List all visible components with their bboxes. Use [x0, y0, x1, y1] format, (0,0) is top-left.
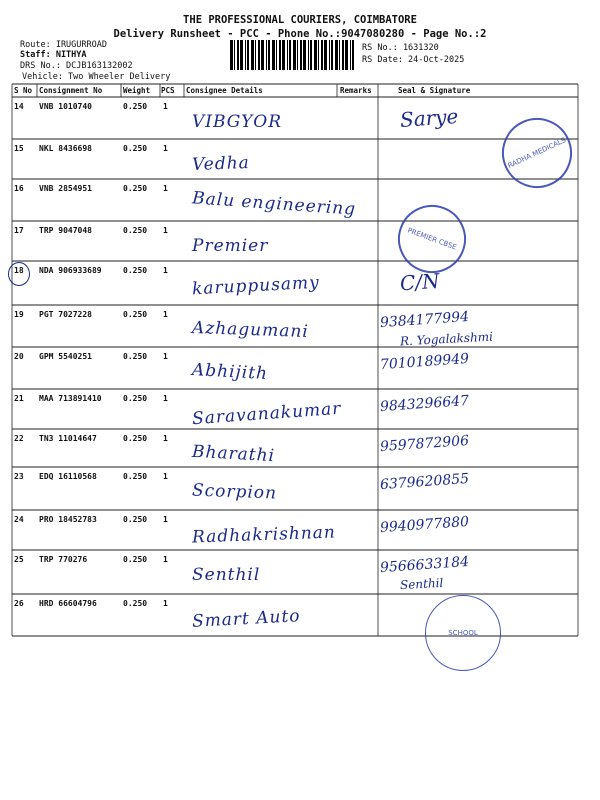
signature-subtext: R. Yogalakshmi — [399, 329, 494, 349]
row-consignment-no: VNB 1010740 — [39, 102, 92, 111]
row-weight: 0.250 — [123, 144, 148, 153]
row-consignment-no: NKL 8436698 — [39, 144, 92, 153]
row-consignment-no: GPM 5540251 — [39, 352, 92, 361]
row-sno: 17 — [14, 226, 24, 235]
row-weight: 0.250 — [123, 352, 148, 361]
row-consignment-no: PRO 18452783 — [39, 515, 97, 524]
row-weight: 0.250 — [123, 434, 148, 443]
vehicle-label: Vehicle: Two Wheeler Delivery — [22, 72, 171, 82]
row-consignment-no: EDQ 16110568 — [39, 472, 97, 481]
row-sno: 23 — [14, 472, 24, 481]
runsheet-title: THE PROFESSIONAL COURIERS, COIMBATORE — [183, 14, 417, 26]
row-pcs: 1 — [163, 394, 168, 403]
row-pcs: 1 — [163, 434, 168, 443]
consignee-handwritten-name: Azhagumani — [191, 317, 310, 343]
row-pcs: 1 — [163, 599, 168, 608]
row-pcs: 1 — [163, 352, 168, 361]
consignee-handwritten-name: Premier — [192, 236, 269, 256]
row-weight: 0.250 — [123, 599, 148, 608]
col-header-consignee: Consignee Details — [186, 86, 263, 95]
row-weight: 0.250 — [123, 310, 148, 319]
row-pcs: 1 — [163, 102, 168, 111]
col-header-pcs: PCS — [161, 86, 175, 95]
consignee-handwritten-name: Vedha — [191, 152, 251, 176]
consignee-handwritten-name: karuppusamy — [191, 272, 321, 300]
consignee-handwritten-name: Senthil — [192, 565, 261, 585]
row-sno: 22 — [14, 434, 24, 443]
consignee-handwritten-name: VIBGYOR — [192, 112, 283, 132]
row-sno: 26 — [14, 599, 24, 608]
col-header-sno: S No — [14, 86, 33, 95]
col-header-seal: Seal & Signature — [398, 86, 471, 95]
row-weight: 0.250 — [123, 394, 148, 403]
signature-text: 9597872906 — [379, 432, 470, 456]
row-sno: 25 — [14, 555, 24, 564]
signature-text: 7010189949 — [379, 350, 470, 374]
row-pcs: 1 — [163, 310, 168, 319]
consignee-handwritten-name: Abhijith — [191, 360, 269, 384]
premier-stamp-text: PREMIER CBSE — [406, 226, 458, 252]
consignee-handwritten-name: Scorpion — [191, 480, 278, 504]
signature-text: C/N — [399, 268, 441, 296]
signature-subtext: Senthil — [399, 575, 444, 593]
signature-text: 6379620855 — [379, 470, 470, 494]
row-pcs: 1 — [163, 515, 168, 524]
row-consignment-no: PGT 7027228 — [39, 310, 92, 319]
signature-text: 9940977880 — [379, 513, 470, 537]
consignee-handwritten-name: Smart Auto — [191, 606, 302, 632]
row-pcs: 1 — [163, 266, 168, 275]
row-weight: 0.250 — [123, 226, 148, 235]
signature-text: 9566633184 — [379, 553, 470, 577]
signature-text: 9843296647 — [379, 392, 470, 416]
col-header-remarks: Remarks — [340, 86, 372, 95]
row-consignment-no: HRD 66604796 — [39, 599, 97, 608]
row-sno: 20 — [14, 352, 24, 361]
staff-label: Staff: NITHYA — [20, 50, 87, 60]
route-label: Route: IRUGURROAD — [20, 40, 107, 50]
row-consignment-no: MAA 713891410 — [39, 394, 102, 403]
row-sno: 24 — [14, 515, 24, 524]
row-weight: 0.250 — [123, 515, 148, 524]
row-weight: 0.250 — [123, 184, 148, 193]
row-pcs: 1 — [163, 226, 168, 235]
row-sno: 18 — [14, 266, 24, 275]
row-pcs: 1 — [163, 144, 168, 153]
signature-text: Sarye — [399, 103, 460, 133]
bottom-round-stamp — [425, 595, 501, 671]
signature-text: 9384177994 — [379, 308, 470, 332]
row-consignment-no: VNB 2854951 — [39, 184, 92, 193]
consignee-handwritten-name: Radhakrishnan — [191, 522, 337, 548]
row-weight: 0.250 — [123, 266, 148, 275]
consignee-handwritten-name: Saravanakumar — [191, 398, 343, 430]
row-consignment-no: TRP 9047048 — [39, 226, 92, 235]
hand-drawn-circle-mark — [8, 262, 30, 286]
runsheet-subtitle: Delivery Runsheet - PCC - Phone No.:9047080280 - Page No.:2 — [113, 28, 487, 40]
row-sno: 14 — [14, 102, 24, 111]
drs-label: DRS No.: DCJB163132002 — [20, 61, 133, 71]
bottom-stamp-text: SCHOOL — [448, 629, 478, 637]
rs-number: RS No.: 1631320 — [362, 43, 439, 53]
row-sno: 19 — [14, 310, 24, 319]
radha-stamp-text: RADHA MEDICALS — [506, 136, 568, 170]
row-sno: 15 — [14, 144, 24, 153]
row-consignment-no: NDA 906933689 — [39, 266, 102, 275]
row-pcs: 1 — [163, 555, 168, 564]
consignee-handwritten-name: Balu engineering — [191, 188, 357, 220]
col-header-weight: Weight — [123, 86, 151, 95]
row-consignment-no: TRP 770276 — [39, 555, 88, 564]
consignee-handwritten-name: Bharathi — [191, 441, 276, 467]
rs-date: RS Date: 24-Oct-2025 — [362, 55, 465, 65]
row-consignment-no: TN3 11014647 — [39, 434, 97, 443]
row-pcs: 1 — [163, 472, 168, 481]
row-weight: 0.250 — [123, 555, 148, 564]
row-weight: 0.250 — [123, 102, 148, 111]
row-pcs: 1 — [163, 184, 168, 193]
row-weight: 0.250 — [123, 472, 148, 481]
col-header-consignment: Consignment No — [39, 86, 103, 95]
row-sno: 21 — [14, 394, 24, 403]
row-sno: 16 — [14, 184, 24, 193]
